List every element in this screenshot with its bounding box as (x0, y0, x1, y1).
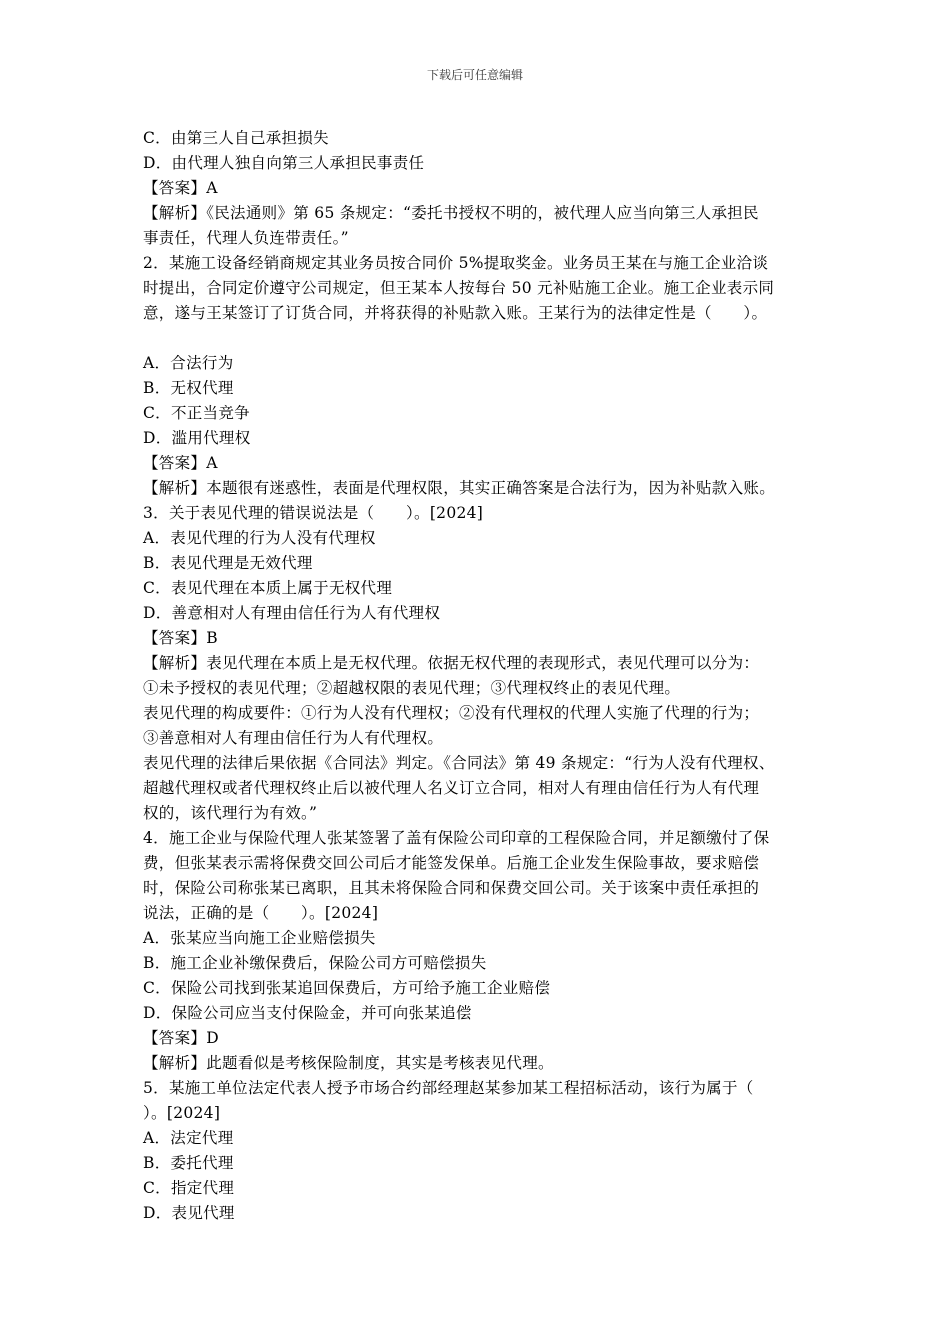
text-line: 3．关于表见代理的错误说法是（ ）。[2024] (143, 504, 484, 522)
text-line: A．合法行为 (143, 354, 234, 372)
text-line: A．张某应当向施工企业赔偿损失 (143, 929, 376, 947)
text-line: B．表见代理是无效代理 (143, 554, 313, 572)
text-line: ①未予授权的表见代理；②超越权限的表见代理；③代理权终止的表见代理。 (143, 679, 681, 697)
document-body (143, 126, 813, 1226)
text-line: 意，遂与王某签订了订货合同，并将获得的补贴款入账。王某行为的法律定性是（ ）。 (143, 304, 768, 322)
text-line: D．由代理人独自向第三人承担民事责任 (143, 154, 425, 172)
text-line: ③善意相对人有理由信任行为人有代理权。 (143, 729, 444, 747)
text-line: 【答案】A (143, 179, 218, 197)
text-line: 【解析】《民法通则》第 65 条规定：“委托书授权不明的，被代理人应当向第三人承担民 (143, 204, 759, 222)
text-line: 2．某施工设备经销商规定其业务员按合同价 5%提取奖金。业务员王某在与施工企业洽谈 (143, 254, 769, 272)
text-line: 说法，正确的是（ ）。[2024] (143, 904, 379, 922)
text-line: 事责任，代理人负连带责任。” (143, 229, 349, 247)
text-line: 表见代理的构成要件：①行为人没有代理权；②没有代理权的代理人实施了代理的行为； (143, 704, 760, 722)
text-line: 【解析】本题很有迷惑性，表面是代理权限，其实正确答案是合法行为，因为补贴款入账。 (143, 479, 776, 497)
text-line: 表见代理的法律后果依据《合同法》判定。《合同法》第 49 条规定：“行为人没有代理权、 (143, 754, 775, 772)
text-line: 5．某施工单位法定代表人授予市场合约部经理赵某参加某工程招标活动，该行为属于（ (143, 1079, 754, 1097)
text-line: ）。[2024] (143, 1104, 221, 1122)
text-line: B．施工企业补缴保费后，保险公司方可赔偿损失 (143, 954, 487, 972)
text-line: A．表见代理的行为人没有代理权 (143, 529, 376, 547)
text-line: B．委托代理 (143, 1154, 234, 1172)
text-line: 超越代理权或者代理权终止后以被代理人名义订立合同，相对人有理由信任行为人有代理 (143, 779, 760, 797)
text-line: 【答案】A (143, 454, 218, 472)
text-line: A．法定代理 (143, 1129, 234, 1147)
text-line: C．指定代理 (143, 1179, 235, 1197)
text-line: 时提出，合同定价遵守公司规定，但王某本人按每台 50 元补贴施工企业。施工企业表示同 (143, 279, 775, 297)
text-line: 费，但张某表示需将保费交回公司后才能签发保单。后施工企业发生保险事故，要求赔偿 (143, 854, 760, 872)
page-header: 下载后可任意编辑 (426, 68, 523, 82)
text-line: 【答案】B (143, 629, 218, 647)
text-line: C．表见代理在本质上属于无权代理 (143, 579, 393, 597)
text-line: 【解析】表见代理在本质上是无权代理。依据无权代理的表现形式，表见代理可以分为： (143, 654, 760, 672)
text-line: C．由第三人自己承担损失 (143, 129, 329, 147)
text-line: 4．施工企业与保险代理人张某签署了盖有保险公司印章的工程保险合同，并足额缴付了保 (143, 829, 770, 847)
text-line: D．保险公司应当支付保险金，并可向张某追偿 (143, 1004, 472, 1022)
text-line: D．滥用代理权 (143, 429, 251, 447)
text-line: D．善意相对人有理由信任行为人有代理权 (143, 604, 441, 622)
text-line: 权的，该代理行为有效。” (143, 804, 318, 822)
text-line: 【答案】D (143, 1029, 219, 1047)
text-line: D．表见代理 (143, 1204, 235, 1222)
text-line: 时，保险公司称张某已离职，且其未将保险合同和保费交回公司。关于该案中责任承担的 (143, 879, 760, 897)
text-line (143, 326, 813, 351)
text-line: B．无权代理 (143, 379, 234, 397)
text-line: 【解析】此题看似是考核保险制度，其实是考核表见代理。 (143, 1054, 554, 1072)
text-line: C．不正当竞争 (143, 404, 250, 422)
text-line: C．保险公司找到张某追回保费后，方可给予施工企业赔偿 (143, 979, 551, 997)
